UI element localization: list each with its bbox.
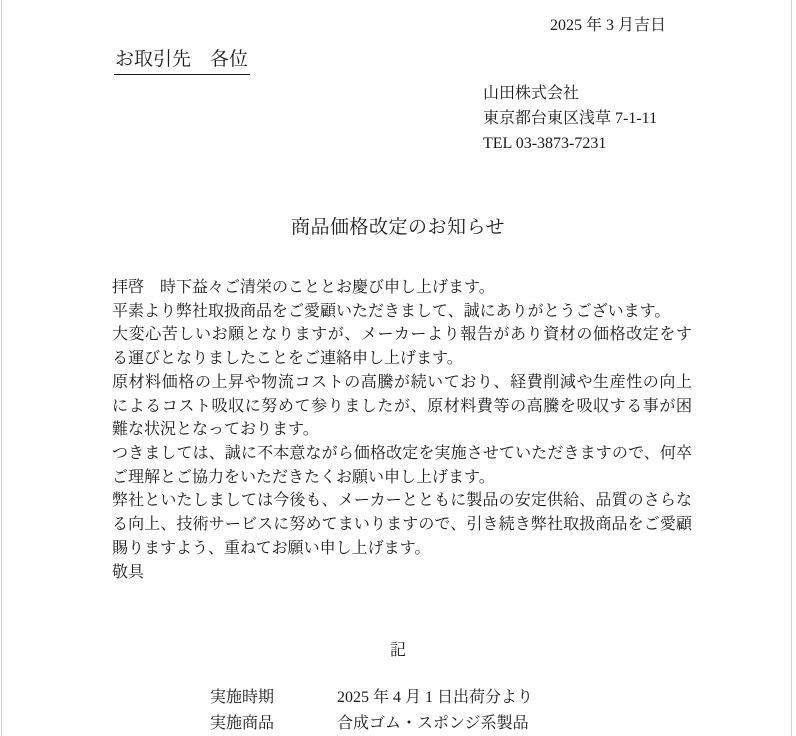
closing-word: 敬具 (112, 564, 145, 582)
body-line: つきましては、誠に不本意ながら価格改定を実施させていただきますので、何卒 (112, 444, 692, 462)
detail-value: 2025 年 4 月 1 日出荷分より (337, 689, 534, 706)
body-line: ご理解とご協力をいただきたくお願い申し上げます。 (112, 468, 495, 486)
body-line: 平素より弊社取扱商品をご愛顧いただきまして、誠にありがとうございます。 (112, 302, 671, 320)
sender-tel: TEL 03-3873-7231 (483, 135, 607, 152)
body-line: 難な状況となっております。 (112, 421, 319, 439)
body-line: 弊社といたしましては今後も、メーカーとともに製品の安定供給、品質のさらな (112, 492, 692, 510)
detail-label: 実施時期 (210, 689, 275, 706)
detail-label: 実施商品 (210, 714, 275, 732)
notation-ki: 記 (389, 642, 406, 659)
details-table (210, 685, 533, 736)
body-line: 原材料価格の上昇や物流コストの高騰が続いており、経費削減や生産性の向上 (112, 373, 692, 391)
body-line: る向上、技術サービスに努めてまいりますので、引き続き弊社取扱商品をご愛顧 (112, 516, 692, 534)
body-line: 大変心苦しいお願となりますが、メーカーより報告があり資材の価格改定をす (112, 326, 692, 344)
body-text (112, 276, 692, 585)
sender-company-name: 山田株式会社 (483, 85, 580, 102)
detail-row (210, 711, 533, 736)
sender-address: 東京都台東区浅草 7-1-11 (483, 110, 658, 127)
body-line: 拝啓 時下益々ご清栄のこととお慶び申し上げます。 (112, 279, 495, 296)
body-lines (112, 276, 692, 560)
detail-row (210, 685, 533, 711)
body-line: る運びとなりましたことをご連絡申し上げます。 (112, 350, 463, 368)
body-line: 賜りますよう、重ねてお願い申し上げます。 (112, 539, 431, 557)
detail-value: 合成ゴム・スポンジ系製品 (337, 714, 529, 732)
document-title: 商品価格改定のお知らせ (291, 217, 505, 238)
page-right-edge-line (791, 0, 792, 736)
body-line: によるコスト吸収に努めて参りましたが、原材料費等の高騰を吸収する事が困 (112, 397, 692, 415)
sender-block (483, 81, 657, 156)
recipient-line: お取引先 各位 (114, 44, 250, 75)
page-left-edge-line (1, 0, 2, 736)
document-date: 2025 年 3 月吉日 (549, 17, 666, 34)
